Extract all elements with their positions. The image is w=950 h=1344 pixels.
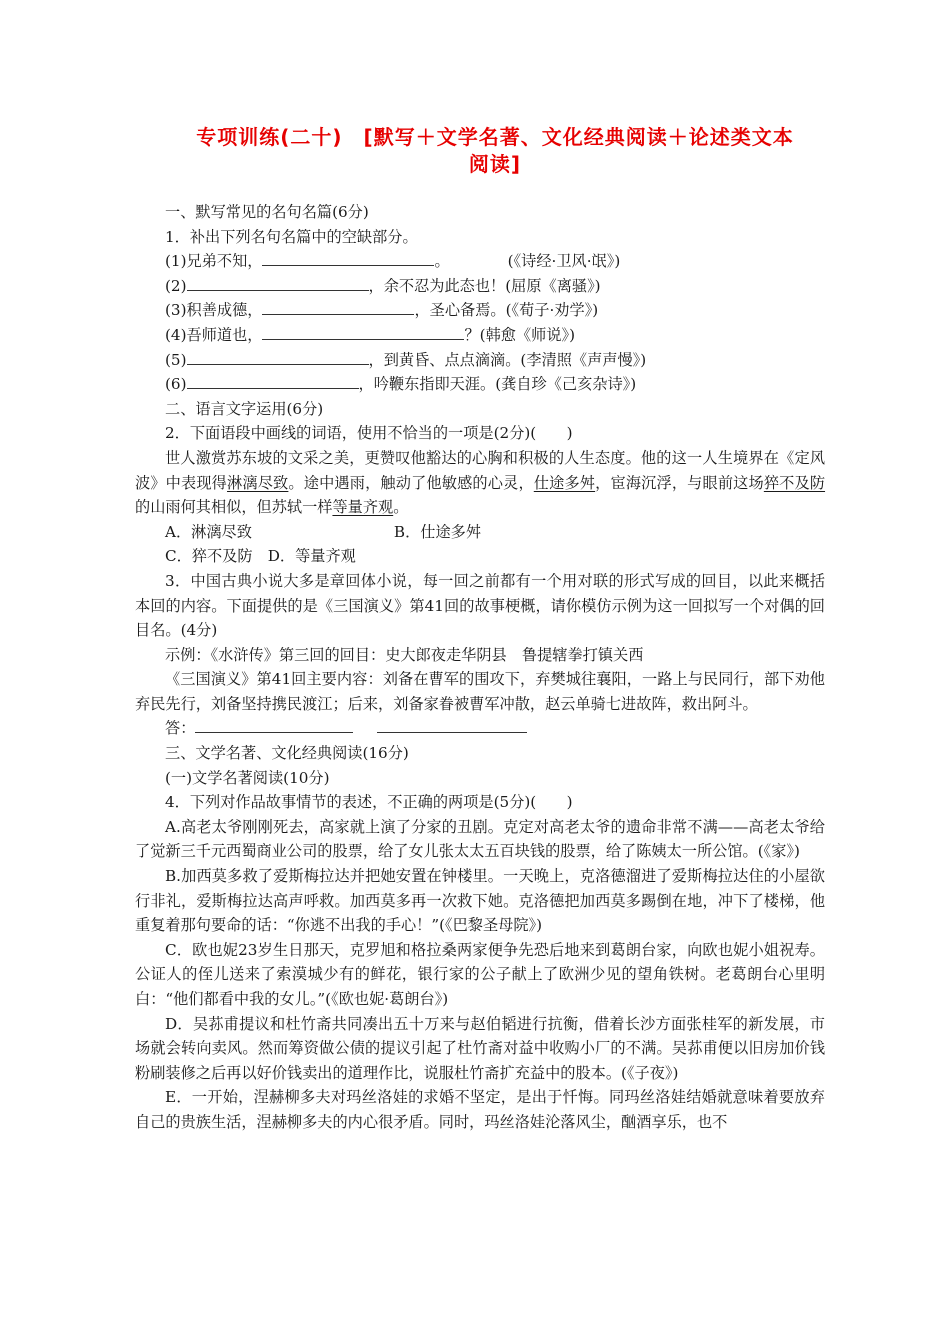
item-prefix: (1)兄弟不知， bbox=[165, 252, 263, 271]
question-3-stem: 3．中国古典小说大多是章回体小说，每一回之前都有一个用对联的形式写成的回目，以此来概括本回的内容。下面提供的是《三国演义》第41回的故事梗概，请你模仿示例为这一回拟写一个对偶的回目名。(4分) bbox=[135, 571, 825, 640]
question-1-stem: 1．补出下列名句名篇中的空缺部分。 bbox=[165, 227, 418, 246]
answer-label: 答： bbox=[165, 719, 196, 738]
recitation-item-6 bbox=[135, 372, 825, 397]
item-prefix: (5) bbox=[165, 350, 187, 369]
item-suffix: 。 bbox=[434, 252, 450, 271]
underlined-word-2: 仕途多舛 bbox=[533, 473, 596, 492]
underlined-word-3: 猝不及防 bbox=[763, 473, 826, 492]
answer-line bbox=[135, 716, 825, 741]
fill-blank[interactable] bbox=[262, 299, 414, 315]
question-2-passage bbox=[135, 446, 825, 520]
item-suffix: ，圣心备焉。(《荀子·劝学》) bbox=[414, 301, 599, 320]
title-line-1: 专项训练(二十) [默写＋文学名著、文化经典阅读＋论述类文本 bbox=[196, 125, 794, 149]
answer-blank-2[interactable] bbox=[377, 717, 527, 733]
recitation-item-4 bbox=[135, 323, 825, 348]
question-4-option-c: C．欧也妮23岁生日那天，克罗旭和格拉桑两家便争先恐后地来到葛朗台家，向欧也妮小姐祝寿。公证人的侄儿送来了索漠城少有的鲜花，银行家的公子献上了欧洲少见的望角铁树。老葛朗台心里明白：“他们都看中我的女儿。”(《欧也妮·葛朗台》) bbox=[135, 940, 825, 1008]
recitation-item-5 bbox=[135, 348, 825, 373]
question-4-option-e: E．一开始，涅赫柳多夫对玛丝洛娃的求婚不坚定，是出于忏悔。同玛丝洛娃结婚就意味着要放弃自己的贵族生活，涅赫柳多夫的内心很矛盾。同时，玛丝洛娃沦落风尘，酗酒享乐，也不 bbox=[135, 1088, 825, 1131]
fill-blank[interactable] bbox=[262, 324, 464, 340]
options-cd[interactable]: C．猝不及防 D．等量齐观 bbox=[165, 547, 356, 566]
subsection-heading: (一)文学名著阅读(10分) bbox=[165, 768, 330, 787]
options-ab bbox=[135, 520, 825, 545]
answer-blank-1[interactable] bbox=[195, 717, 353, 733]
recitation-item-2 bbox=[135, 274, 825, 299]
section-1-heading: 一、默写常见的名句名篇(6分) bbox=[165, 203, 369, 221]
fill-blank[interactable] bbox=[262, 250, 434, 266]
section-2-heading: 二、语言文字运用(6分) bbox=[165, 399, 324, 418]
fill-blank[interactable] bbox=[187, 275, 369, 291]
document-body bbox=[135, 200, 825, 1135]
item-suffix: ，余不忍为此态也！(屈原《离骚》) bbox=[368, 276, 601, 295]
underlined-word-4: 等量齐观 bbox=[332, 498, 394, 517]
item-prefix: (6) bbox=[165, 375, 187, 394]
item-suffix: ，到黄昏、点点滴滴。(李清照《声声慢》) bbox=[368, 350, 647, 369]
recitation-item-1 bbox=[135, 249, 825, 274]
underlined-word-1: 淋漓尽致 bbox=[227, 473, 289, 492]
question-4-option-a: A.高老太爷刚刚死去，高家就上演了分家的丑剧。克定对高老太爷的遗命非常不满——高老太爷给了觉新三千元西蜀商业公司的股票，给了女儿张太太五百块钱的股票，给了陈姨太一所公馆。(《家》) bbox=[135, 817, 825, 861]
passage-text: 。 bbox=[393, 498, 409, 517]
item-suffix: ，吟鞭东指即天涯。(龚自珍《己亥杂诗》) bbox=[358, 375, 637, 394]
title-line-2: 阅读] bbox=[468, 152, 522, 176]
question-4-stem: 4．下列对作品故事情节的表述，不正确的两项是(5分)( ) bbox=[165, 793, 573, 812]
page-title bbox=[155, 124, 835, 178]
item-prefix: (4)吾师道也， bbox=[165, 325, 263, 344]
passage-text: 。途中遇雨，触动了他敏感的心灵， bbox=[288, 473, 534, 492]
fill-blank[interactable] bbox=[187, 373, 359, 389]
recitation-item-3 bbox=[135, 298, 825, 323]
option-b[interactable]: B．仕途多舛 bbox=[393, 522, 482, 541]
passage-text: 的山雨何其相似，但苏轼一样 bbox=[135, 498, 333, 517]
item-prefix: (3)积善成德， bbox=[165, 301, 263, 320]
section-3-heading: 三、文学名著、文化经典阅读(16分) bbox=[165, 744, 409, 763]
item-suffix: ？(韩愈《师说》) bbox=[464, 325, 576, 344]
question-3-example: 示例：《水浒传》第三回的回目：史大郎夜走华阴县 鲁提辖拳打镇关西 bbox=[165, 645, 644, 664]
question-4-option-b: B.加西莫多救了爱斯梅拉达并把她安置在钟楼里。一天晚上，克洛德溜进了爱斯梅拉达住的小屋欲行非礼，爱斯梅拉达高声呼救。加西莫多再一次救下她。克洛德把加西莫多踢倒在地，冲下了楼梯，他重复着那句要命的话：“你逃不出我的手心！”(《巴黎圣母院》) bbox=[135, 867, 825, 935]
fill-blank[interactable] bbox=[187, 349, 369, 365]
item-source: (《诗经·卫风·氓》) bbox=[507, 252, 621, 271]
option-a[interactable]: A．淋漓尽致 bbox=[165, 522, 252, 541]
question-4-option-d: D．吴荪甫提议和杜竹斋共同凑出五十万来与赵伯韬进行抗衡，借着长沙方面张桂军的新发展，市场就会转向卖风。然而筹资做公债的提议引起了杜竹斋对益中收购小厂的不满。吴荪甫便以旧房加价钱粉刷装修之后再以好价钱卖出的道理作比，说服杜竹斋扩充益中的股本。(《子夜》) bbox=[135, 1014, 825, 1082]
question-3-summary: 《三国演义》第41回主要内容：刘备在曹军的围攻下，弃樊城往襄阳，一路上与民同行，部下劝他弃民先行，刘备坚持携民渡江；后来，刘备家眷被曹军冲散，赵云单骑七进故阵，救出阿斗。 bbox=[135, 670, 825, 713]
item-prefix: (2) bbox=[165, 276, 187, 295]
passage-text: 世人激赏苏东坡的文采之美，更赞叹他豁达的心胸和积极的人生态度。他的这一人生境界在《定风波》中表现得 bbox=[135, 448, 825, 492]
question-2-stem: 2．下面语段中画线的词语，使用不恰当的一项是(2分)( ) bbox=[165, 424, 573, 443]
passage-text: ，宦海沉浮，与眼前这场 bbox=[595, 473, 764, 492]
